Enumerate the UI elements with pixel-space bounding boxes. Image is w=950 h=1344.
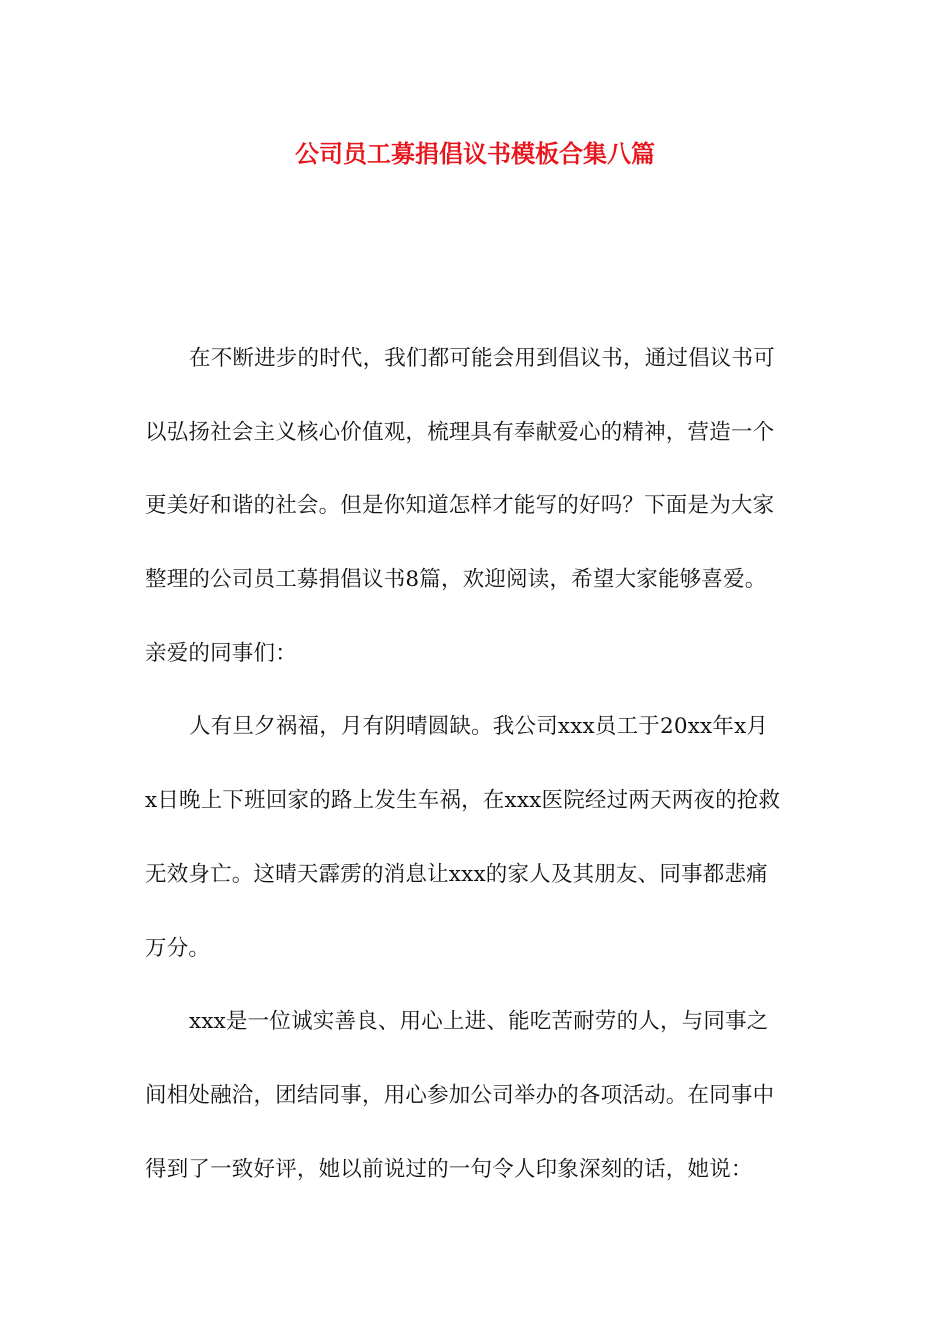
document-title: 公司员工募捐倡议书模板合集八篇: [295, 140, 655, 168]
body-line: 以弘扬社会主义核心价值观，梳理具有奉献爱心的精神，营造一个: [145, 419, 775, 445]
body-line: 在不断进步的时代，我们都可能会用到倡议书，通过倡议书可: [189, 346, 775, 371]
body-line: 更美好和谐的社会。但是你知道怎样才能写的好吗？下面是为大家: [145, 493, 775, 519]
body-line: 人有旦夕祸福，月有阴晴圆缺。我公司xxx员工于20xx年x月: [189, 714, 769, 740]
body-line: 整理的公司员工募捐倡议书8篇，欢迎阅读，希望大家能够喜爱。: [145, 567, 767, 593]
body-line: 得到了一致好评，她以前说过的一句令人印象深刻的话，她说：: [145, 1156, 753, 1182]
body-line: 间相处融洽，团结同事，用心参加公司举办的各项活动。在同事中: [145, 1082, 775, 1108]
body-line: xxx是一位诚实善良、用心上进、能吃苦耐劳的人，与同事之: [189, 1009, 769, 1035]
document-body: [145, 322, 807, 1206]
body-line: x日晚上下班回家的路上发生车祸，在xxx医院经过两天两夜的抢救: [145, 788, 781, 814]
body-line: 无效身亡。这晴天霹雳的消息让xxx的家人及其朋友、同事都悲痛: [145, 861, 768, 887]
salutation-line: 亲爱的同事们：: [145, 640, 297, 666]
body-line: 万分。: [145, 935, 211, 961]
